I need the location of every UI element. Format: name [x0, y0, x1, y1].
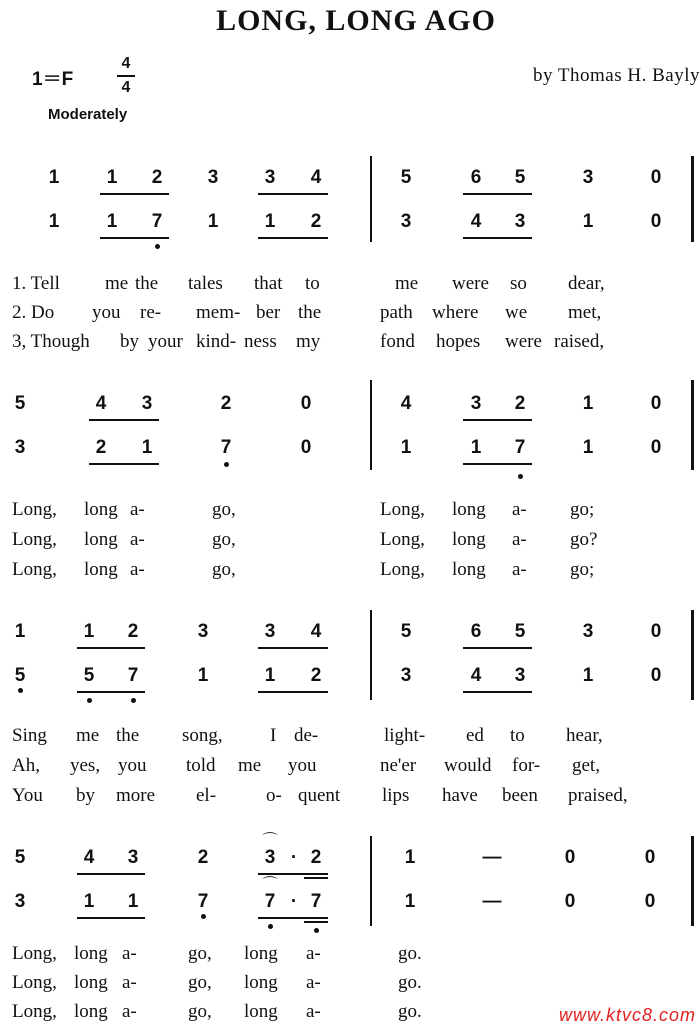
note: 4 — [400, 393, 412, 414]
lyric-word: ed — [466, 725, 484, 746]
lyric-word: me — [238, 755, 262, 776]
note: 1 — [582, 211, 594, 232]
lyric-word: lips — [382, 785, 410, 806]
lyric-word: the — [298, 302, 322, 323]
time-signature-bottom: 4 — [121, 79, 131, 96]
barline — [370, 380, 372, 470]
note: 7 — [151, 211, 163, 232]
note: · — [290, 891, 298, 912]
note: 2 — [310, 847, 322, 868]
lyric-word: a- — [130, 529, 145, 550]
lyric-word: go. — [398, 972, 422, 993]
eighth-underline — [77, 691, 145, 693]
eighth-underline — [77, 647, 145, 649]
note: 3 — [400, 211, 412, 232]
lyric-word: Long, — [12, 972, 57, 993]
lyric-word: me — [76, 725, 100, 746]
low-octave-dot — [18, 688, 23, 693]
lyric-word: go, — [212, 499, 236, 520]
eighth-underline — [89, 463, 159, 465]
note: — — [482, 847, 502, 868]
note: 1 — [207, 211, 219, 232]
lyric-word: 1. Tell — [12, 273, 60, 294]
note: 1 — [83, 891, 95, 912]
note: 0 — [650, 665, 662, 686]
lyric-word: a- — [122, 943, 137, 964]
lyric-word: go, — [212, 529, 236, 550]
lyric-word: el- — [196, 785, 217, 806]
low-octave-dot — [224, 462, 229, 467]
eighth-underline — [258, 193, 328, 195]
low-octave-dot — [87, 698, 92, 703]
note: 3 — [127, 847, 139, 868]
composer-credit: by Thomas H. Bayly — [533, 65, 700, 86]
fermata-icon: ⌒ — [262, 875, 278, 893]
lyric-word: I — [270, 725, 277, 746]
note: 1 — [197, 665, 209, 686]
lyric-word: been — [502, 785, 538, 806]
note: 5 — [14, 847, 26, 868]
eighth-underline — [77, 917, 145, 919]
note: 0 — [644, 891, 656, 912]
lyric-word: for- — [512, 755, 541, 776]
note: 6 — [470, 621, 482, 642]
lyric-word: ne'er — [380, 755, 417, 776]
eighth-underline — [77, 873, 145, 875]
lyric-word: your — [148, 331, 183, 352]
lyric-word: long — [244, 972, 278, 993]
note: 0 — [650, 621, 662, 642]
note: — — [482, 891, 502, 912]
final-barline — [691, 836, 694, 926]
lyric-word: would — [444, 755, 492, 776]
note: 3 — [14, 891, 26, 912]
lyric-word: Long, — [12, 943, 57, 964]
sixteenth-underline — [304, 877, 328, 879]
lyric-word: long — [452, 529, 486, 550]
note: 5 — [14, 393, 26, 414]
lyric-word: told — [186, 755, 216, 776]
eighth-underline — [89, 419, 159, 421]
note: 3 — [197, 621, 209, 642]
low-octave-dot — [201, 914, 206, 919]
note: 4 — [83, 847, 95, 868]
lyric-word: a- — [306, 943, 321, 964]
key-signature: 1＝F — [32, 69, 74, 90]
lyric-word: a- — [512, 529, 527, 550]
note: 3 — [514, 211, 526, 232]
lyric-word: re- — [140, 302, 162, 323]
note: 3 — [400, 665, 412, 686]
note: 4 — [310, 167, 322, 188]
lyric-word: go. — [398, 1001, 422, 1022]
lyric-word: hear, — [566, 725, 603, 746]
note: 1 — [582, 665, 594, 686]
lyric-word: long — [84, 529, 118, 550]
lyric-word: a- — [130, 559, 145, 580]
note: 6 — [470, 167, 482, 188]
lyric-word: light- — [384, 725, 426, 746]
note: 3 — [264, 621, 276, 642]
lyric-word: to — [510, 725, 525, 746]
tempo-marking: Moderately — [48, 106, 128, 123]
note: 7 — [197, 891, 209, 912]
lyric-word: a- — [512, 559, 527, 580]
lyric-word: ber — [256, 302, 281, 323]
lyric-word: go, — [188, 943, 212, 964]
note: 7 — [220, 437, 232, 458]
lyric-word: that — [254, 273, 283, 294]
lyric-word: a- — [306, 972, 321, 993]
lyric-word: fond — [380, 331, 415, 352]
note: 1 — [127, 891, 139, 912]
lyric-word: a- — [130, 499, 145, 520]
note: 0 — [564, 847, 576, 868]
time-signature — [117, 54, 135, 98]
note: 1 — [264, 665, 276, 686]
note: 3 — [582, 621, 594, 642]
lyric-word: were — [452, 273, 489, 294]
lyric-word: tales — [188, 273, 223, 294]
note: 4 — [310, 621, 322, 642]
lyric-word: the — [116, 725, 140, 746]
lyric-word: where — [432, 302, 479, 323]
eighth-underline — [100, 193, 169, 195]
note: 5 — [400, 167, 412, 188]
lyric-word: Ah, — [12, 755, 40, 776]
note: 3 — [582, 167, 594, 188]
lyric-word: go, — [188, 1001, 212, 1022]
barline — [370, 836, 372, 926]
lyric-word: have — [442, 785, 478, 806]
lyric-word: Long, — [12, 559, 57, 580]
note: 2 — [95, 437, 107, 458]
note: 1 — [404, 891, 416, 912]
note: 3 — [514, 665, 526, 686]
lyric-word: long — [244, 1001, 278, 1022]
barline — [691, 610, 694, 700]
eighth-underline — [258, 237, 328, 239]
lyric-word: mem- — [196, 302, 241, 323]
note: 1 — [470, 437, 482, 458]
note: 4 — [470, 665, 482, 686]
song-title: LONG, LONG AGO — [216, 4, 496, 37]
note: 1 — [582, 437, 594, 458]
lyric-word: long — [84, 499, 118, 520]
note: · — [290, 847, 298, 868]
eighth-underline — [258, 647, 328, 649]
note: 1 — [48, 211, 60, 232]
lyric-word: get, — [572, 755, 600, 776]
lyric-word: raised, — [554, 331, 605, 352]
note: 4 — [470, 211, 482, 232]
lyric-word: dear, — [568, 273, 605, 294]
barline — [370, 156, 372, 242]
sixteenth-underline — [304, 921, 328, 923]
eighth-underline — [100, 237, 169, 239]
note: 4 — [95, 393, 107, 414]
low-octave-dot — [314, 928, 319, 933]
time-signature-top: 4 — [121, 55, 131, 72]
note: 2 — [310, 665, 322, 686]
lyric-word: you — [92, 302, 121, 323]
low-octave-dot — [131, 698, 136, 703]
note: 0 — [650, 211, 662, 232]
lyric-word: You — [12, 785, 43, 806]
eighth-underline — [463, 647, 532, 649]
lyric-word: you — [118, 755, 147, 776]
lyric-word: path — [380, 302, 413, 323]
note: 5 — [514, 167, 526, 188]
note: 0 — [650, 167, 662, 188]
note: 1 — [14, 621, 26, 642]
lyric-word: my — [296, 331, 321, 352]
lyric-word: de- — [294, 725, 319, 746]
note: 7 — [264, 891, 276, 912]
lyric-word: Long, — [380, 529, 425, 550]
lyric-word: Sing — [12, 725, 47, 746]
note: 2 — [151, 167, 163, 188]
lyric-word: more — [116, 785, 156, 806]
note: 5 — [400, 621, 412, 642]
lyric-word: yes, — [70, 755, 101, 776]
eighth-underline — [463, 237, 532, 239]
note: 2 — [127, 621, 139, 642]
note: 5 — [514, 621, 526, 642]
lyric-word: long — [84, 559, 118, 580]
low-octave-dot — [155, 244, 160, 249]
lyric-word: a- — [306, 1001, 321, 1022]
note: 0 — [300, 393, 312, 414]
lyric-word: met, — [568, 302, 602, 323]
lyric-word: song, — [182, 725, 223, 746]
lyric-word: go? — [570, 529, 598, 550]
lyric-word: you — [288, 755, 317, 776]
low-octave-dot — [518, 474, 523, 479]
note: 3 — [470, 393, 482, 414]
lyric-word: so — [510, 273, 527, 294]
note: 0 — [644, 847, 656, 868]
note: 0 — [650, 437, 662, 458]
barline — [370, 610, 372, 700]
lyric-word: go, — [212, 559, 236, 580]
note: 1 — [264, 211, 276, 232]
lyric-word: me — [105, 273, 129, 294]
lyric-word: go. — [398, 943, 422, 964]
note: 5 — [14, 665, 26, 686]
note: 2 — [514, 393, 526, 414]
lyric-word: long — [452, 559, 486, 580]
lyric-word: Long, — [380, 499, 425, 520]
barline — [691, 156, 694, 242]
note: 3 — [141, 393, 153, 414]
lyric-word: the — [135, 273, 159, 294]
note: 1 — [106, 211, 118, 232]
lyric-word: were — [505, 331, 542, 352]
lyric-word: we — [505, 302, 528, 323]
eighth-underline — [258, 691, 328, 693]
lyric-word: Long, — [12, 529, 57, 550]
note: 1 — [582, 393, 594, 414]
eighth-underline — [463, 463, 532, 465]
lyric-word: 3, Though — [12, 331, 90, 352]
site-watermark: www.ktvc8.com — [558, 1005, 696, 1025]
note: 7 — [310, 891, 322, 912]
note: 7 — [127, 665, 139, 686]
note: 5 — [83, 665, 95, 686]
lyric-word: 2. Do — [12, 302, 55, 323]
low-octave-dot — [268, 924, 273, 929]
lyric-word: hopes — [436, 331, 481, 352]
lyric-word: long — [244, 943, 278, 964]
note: 1 — [400, 437, 412, 458]
lyric-word: ness — [244, 331, 277, 352]
lyric-word: praised, — [568, 785, 628, 806]
note: 3 — [207, 167, 219, 188]
lyric-word: go; — [570, 499, 595, 520]
note: 2 — [197, 847, 209, 868]
note: 1 — [106, 167, 118, 188]
note: 2 — [220, 393, 232, 414]
note: 1 — [404, 847, 416, 868]
lyric-word: go; — [570, 559, 595, 580]
note: 1 — [83, 621, 95, 642]
eighth-underline — [463, 691, 532, 693]
lyric-word: long — [74, 1001, 108, 1022]
lyric-word: me — [395, 273, 419, 294]
eighth-underline — [463, 419, 532, 421]
note: 0 — [564, 891, 576, 912]
lyric-word: kind- — [196, 331, 237, 352]
lyric-word: to — [305, 273, 320, 294]
barline — [691, 380, 694, 470]
lyric-word: a- — [122, 972, 137, 993]
lyric-word: a- — [512, 499, 527, 520]
lyric-word: a- — [122, 1001, 137, 1022]
note: 1 — [48, 167, 60, 188]
lyric-word: long — [74, 943, 108, 964]
lyric-word: Long, — [380, 559, 425, 580]
note: 1 — [141, 437, 153, 458]
note: 0 — [650, 393, 662, 414]
fermata-icon: ⌒ — [262, 831, 278, 849]
lyric-word: Long, — [12, 499, 57, 520]
note: 3 — [264, 847, 276, 868]
lyric-word: Long, — [12, 1001, 57, 1022]
lyric-word: long — [452, 499, 486, 520]
lyric-word: by — [120, 331, 139, 352]
lyric-word: go, — [188, 972, 212, 993]
note: 7 — [514, 437, 526, 458]
note: 2 — [310, 211, 322, 232]
lyric-word: o- — [266, 785, 282, 806]
eighth-underline — [258, 917, 328, 919]
note: 0 — [300, 437, 312, 458]
lyric-word: quent — [298, 785, 341, 806]
note: 3 — [14, 437, 26, 458]
eighth-underline — [463, 193, 532, 195]
lyric-word: by — [76, 785, 95, 806]
note: 3 — [264, 167, 276, 188]
lyric-word: long — [74, 972, 108, 993]
